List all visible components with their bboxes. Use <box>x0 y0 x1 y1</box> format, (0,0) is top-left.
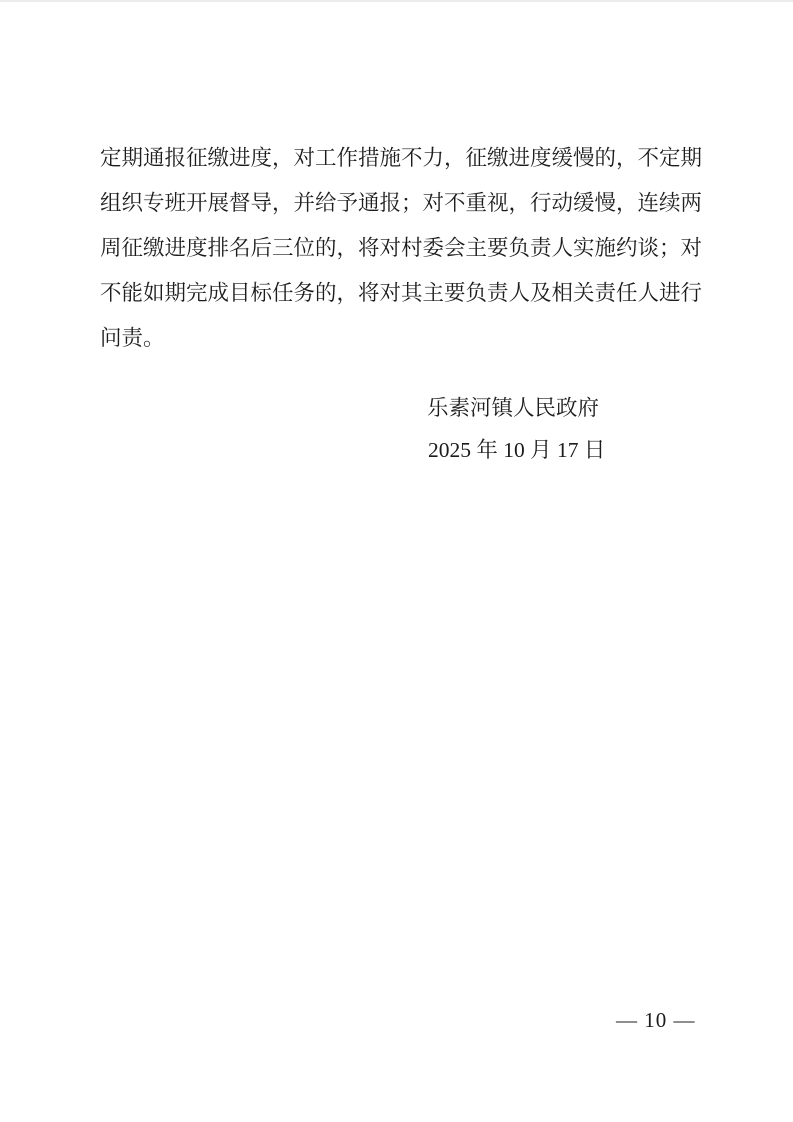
paragraph-line: 组织专班开展督导，并给予通报；对不重视，行动缓慢，连续两 <box>100 191 703 215</box>
scan-edge-artifact <box>0 0 793 2</box>
paragraph-line: 问责。 <box>100 326 165 350</box>
signature-issuer: 乐素河镇人民政府 <box>427 396 600 420</box>
paragraph-line: 周征缴进度排名后三位的，将对村委会主要负责人实施约谈；对 <box>100 236 703 260</box>
paragraph-line: 不能如期完成目标任务的，将对其主要负责人及相关责任人进行 <box>100 281 703 305</box>
signature-date: 2025 年 10 月 17 日 <box>428 438 606 462</box>
body-paragraph <box>100 136 703 361</box>
page-number: — 10 — <box>616 1008 696 1032</box>
paragraph-line: 定期通报征缴进度，对工作措施不力，征缴进度缓慢的，不定期 <box>100 146 703 170</box>
